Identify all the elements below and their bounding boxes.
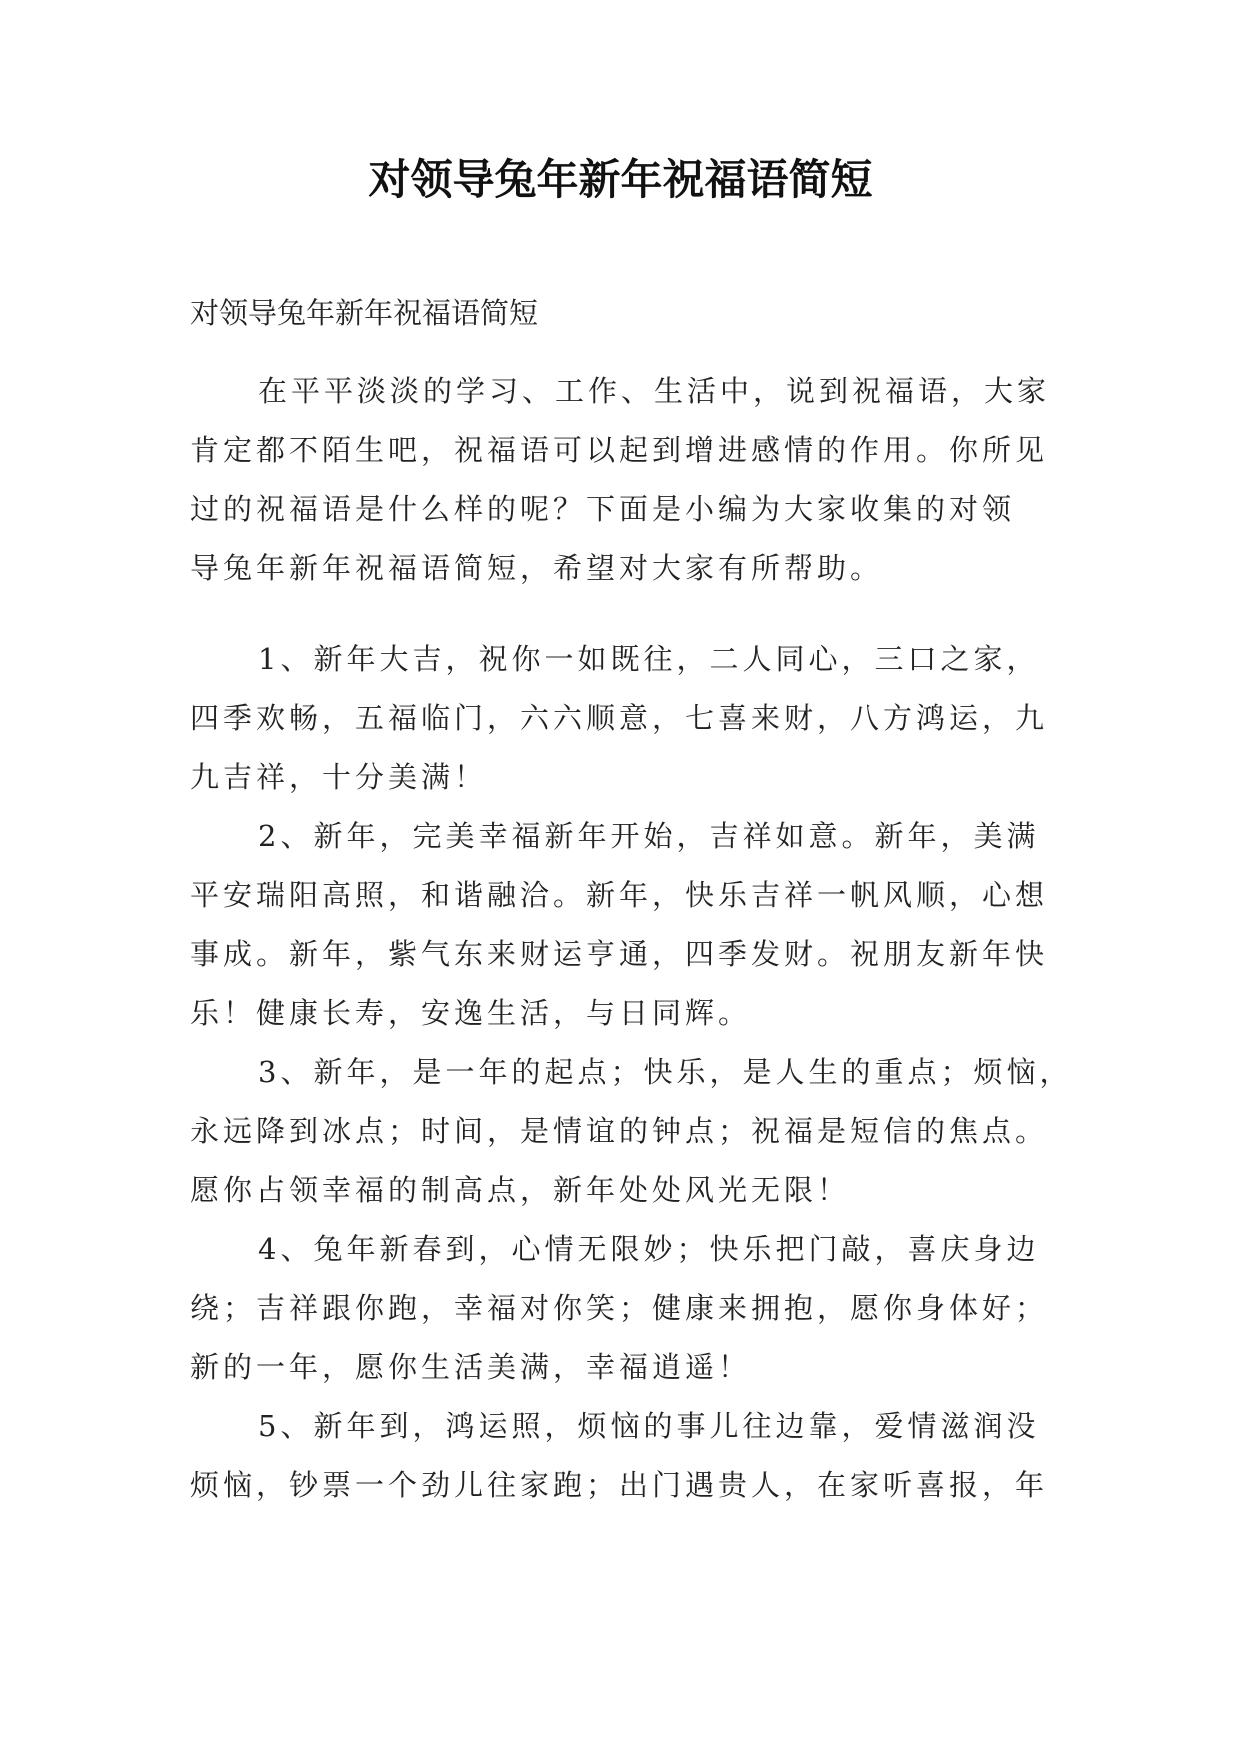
- paragraph-line: 绕；吉祥跟你跑，幸福对你笑；健康来拥抱，愿你身体好；: [190, 1291, 1049, 1325]
- paragraph-line: 3、新年，是一年的起点；快乐，是人生的重点；烦恼，: [258, 1055, 1073, 1089]
- paragraph-line: 平安瑞阳高照，和谐融洽。新年，快乐吉祥一帆风顺，心想: [190, 878, 1049, 912]
- paragraph-line: 九吉祥，十分美满！: [190, 760, 488, 794]
- paragraph-line: 永远降到冰点；时间，是情谊的钟点；祝福是短信的焦点。: [190, 1114, 1049, 1148]
- paragraph-line: 1、新年大吉，祝你一如既往，二人同心，三口之家，: [258, 642, 1040, 676]
- paragraph-line: 2、新年，完美幸福新年开始，吉祥如意。新年，美满: [258, 819, 1040, 853]
- paragraph-line: 烦恼，钞票一个劲儿往家跑；出门遇贵人，在家听喜报，年: [190, 1468, 1049, 1502]
- intro-paragraph: [190, 362, 1070, 598]
- paragraph-line: 在平平淡淡的学习、工作、生活中，说到祝福语，大家: [258, 374, 1051, 408]
- paragraph-line: 乐！健康长寿，安逸生活，与日同辉。: [190, 996, 752, 1030]
- document-subtitle: 对领导兔年新年祝福语简短: [190, 296, 539, 330]
- paragraph-line: 5、新年到，鸿运照，烦恼的事儿往边靠，爱情滋润没: [258, 1409, 1040, 1443]
- paragraph-line: 过的祝福语是什么样的呢？下面是小编为大家收集的对领: [190, 492, 1016, 526]
- greeting-paragraph-3: [190, 1043, 1073, 1220]
- paragraph-line: 事成。新年，紫气东来财运亨通，四季发财。祝朋友新年快: [190, 937, 1049, 971]
- greeting-paragraph-2: [190, 807, 1070, 1043]
- greeting-paragraph-4: [190, 1220, 1070, 1397]
- paragraph-line: 导兔年新年祝福语简短，希望对大家有所帮助。: [190, 551, 884, 585]
- paragraph-line: 新的一年，愿你生活美满，幸福逍遥！: [190, 1350, 752, 1384]
- paragraph-line: 4、兔年新春到，心情无限妙；快乐把门敲，喜庆身边: [258, 1232, 1040, 1266]
- greeting-paragraph-5: [190, 1397, 1070, 1515]
- paragraph-line: 愿你占领幸福的制高点，新年处处风光无限！: [190, 1173, 851, 1207]
- greeting-paragraph-1: [190, 630, 1070, 807]
- paragraph-line: 四季欢畅，五福临门，六六顺意，七喜来财，八方鸿运，九: [190, 701, 1049, 735]
- document-title: 对领导兔年新年祝福语简短: [368, 155, 873, 204]
- paragraph-line: 肯定都不陌生吧，祝福语可以起到增进感情的作用。你所见: [190, 433, 1049, 467]
